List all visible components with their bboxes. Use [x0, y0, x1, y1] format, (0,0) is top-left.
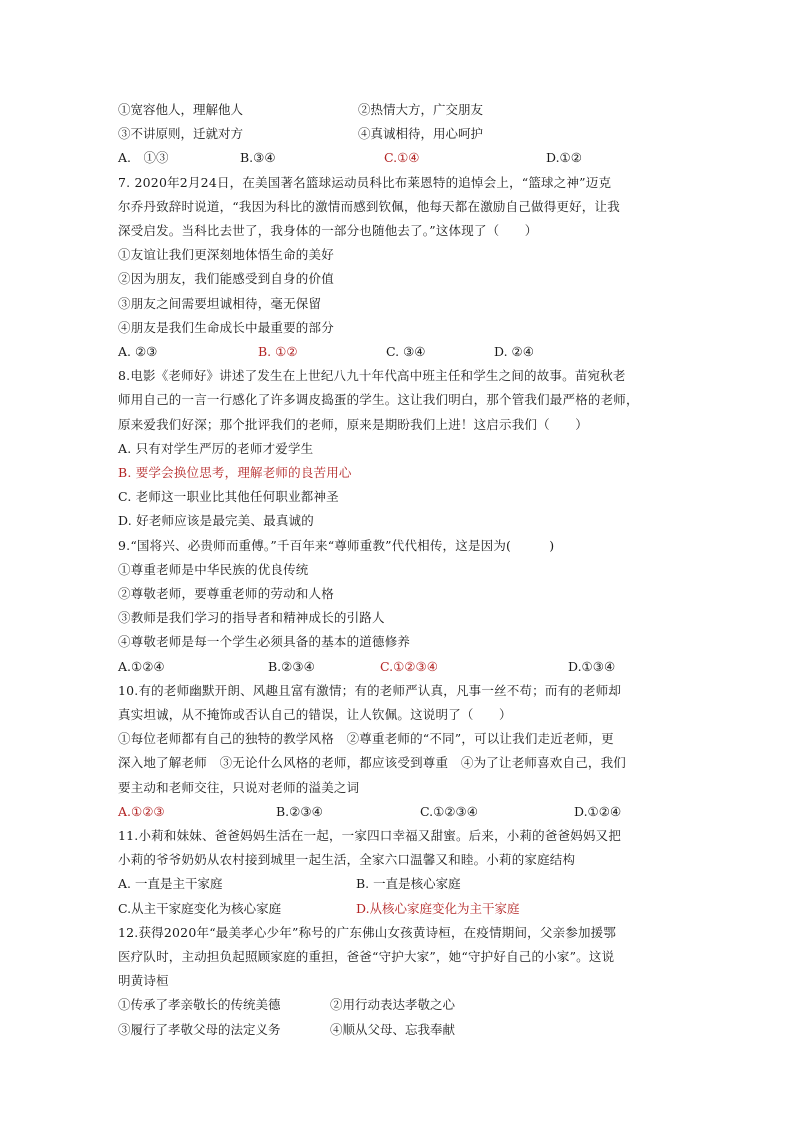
q11-option-d: D.从核心家庭变化为主干家庭: [356, 900, 520, 916]
q7-stem-line-1: 7. 2020年2月24日，在美国著名篮球运动员科比布莱恩特的追悼会上，“篮球之神”迈克: [118, 174, 612, 190]
q6-item-1: ①宽容他人，理解他人: [118, 102, 244, 117]
q11-option-c: C.从主干家庭变化为核心家庭: [118, 900, 282, 916]
q7-option-a: A. ②③: [118, 343, 158, 359]
q9-stem: 9.“国将兴、必贵师而重傅。”千百年来“尊师重教”代代相传，这是因为( ): [118, 537, 555, 553]
q8-option-c: C. 老师这一职业比其他任何职业都神圣: [118, 489, 339, 505]
q10-option-b: B.②③④: [276, 803, 323, 819]
q9-item-3: ③教师是我们学习的指导者和精神成长的引路人: [118, 610, 385, 626]
q7-option-d: D. ②④: [494, 343, 534, 359]
q10-stem-line-2: 真实坦诚，从不掩饰或否认自己的错误，让人钦佩。这说明了（ ）: [118, 707, 512, 722]
q10-option-d: D.①②④: [574, 803, 622, 819]
q11-option-a: A. 一直是主干家庭: [118, 876, 223, 892]
q10-options: [118, 800, 688, 824]
q7-option-c: C. ③④: [386, 343, 426, 359]
q9-item-4: ④尊敬老师是每一个学生必须具备的基本的道德修养: [118, 634, 411, 650]
q7-item-3: ③朋友之间需要坦诚相待，毫无保留: [118, 295, 322, 311]
q6-options: [118, 146, 688, 170]
q7-item-2: ②因为朋友，我们能感受到自身的价值: [118, 271, 334, 287]
q8-option-d: D. 好老师应该是最完美、最真诚的: [118, 513, 314, 529]
q12-item-1: ①传承了孝亲敬长的传统美德: [118, 997, 281, 1013]
q8-stem-line-2: 师用自己的一言一行感化了许多调皮捣蛋的学生。这让我们明白，那个管我们最严格的老师，: [118, 392, 639, 408]
q7-option-b: B. ①②: [258, 343, 298, 359]
q10-option-a: A.①②③: [118, 803, 165, 819]
q10-stem-line-4: 深入地了解老师 ③无论什么风格的老师，都应该受到尊重 ④为了让老师喜欢自己，我们: [118, 755, 627, 771]
q10-option-c: C.①②③④: [420, 803, 478, 819]
q12-stem-line-2: 医疗队时，主动担负起照顾家庭的重担，爸爸“守护大家”，她“守护好自己的小家”。这说: [118, 948, 615, 964]
q12-items-row-2: [118, 1018, 688, 1042]
q8-option-a: A. 只有对学生严厉的老师才爱学生: [118, 440, 314, 456]
q11-options-row-1: [118, 872, 688, 896]
q9-options: [118, 655, 688, 679]
q11-stem-line-1: 11.小莉和妹妹、爸爸妈妈生活在一起，一家四口幸福又甜蜜。后来，小莉的爸爸妈妈又把: [118, 828, 622, 843]
q7-stem-line-3: 深受启发。当科比去世了，我身体的一部分也随他去了。”这体现了（ ）: [118, 222, 538, 238]
q12-item-4: ④顺从父母、忘我奉献: [330, 1021, 456, 1037]
q8-stem-line-1: 8.电影《老师好》讲述了发生在上世纪八九十年代高中班主任和学生之间的故事。苗宛秋老: [118, 368, 626, 384]
q8-option-b: B. 要学会换位思考，理解老师的良苦用心: [118, 464, 352, 480]
q6-option-a: A. ①③: [118, 150, 169, 166]
q9-option-a: A.①②④: [118, 658, 165, 674]
exam-page: [118, 98, 688, 1042]
q8-stem-line-3: 原来爱我们好深；那个批评我们的老师，原来是期盼我们上进！这启示我们（ ）: [118, 416, 588, 432]
q6-item-4: ④真诚相待，用心呵护: [358, 126, 484, 142]
q7-item-1: ①友谊让我们更深刻地体悟生命的美好: [118, 247, 334, 263]
q6-item-3: ③不讲原则，迁就对方: [118, 126, 244, 142]
q6-item-2: ②热情大方，广交朋友: [358, 102, 484, 117]
q6-items-row-1: [118, 98, 688, 122]
q10-stem-line-3: ①每位老师都有自己的独特的教学风格 ②尊重老师的“不同”，可以让我们走近老师，更: [118, 731, 614, 747]
q6-option-d: D.①②: [546, 150, 582, 166]
q6-items-row-2: [118, 122, 688, 146]
q11-stem-line-2: 小莉的爷爷奶奶从农村接到城里一起生活，全家六口温馨又和睦。小莉的家庭结构: [118, 852, 576, 868]
q7-item-4: ④朋友是我们生命成长中最重要的部分: [118, 319, 334, 335]
q9-option-d: D.①③④: [568, 658, 616, 674]
q7-options: [118, 340, 688, 364]
q6-option-c: C.①④: [384, 150, 420, 166]
q10-stem-line-5: 要主动和老师交往，只说对老师的溢美之词: [118, 779, 360, 795]
q9-option-c: C.①②③④: [380, 658, 438, 674]
q10-stem-line-1: 10.有的老师幽默开朗、风趣且富有激情；有的老师严认真，凡事一丝不苟；而有的老师却: [118, 682, 622, 698]
q6-option-b: B.③④: [240, 150, 276, 166]
q12-stem-line-3: 明黄诗桓: [118, 973, 169, 989]
q12-item-3: ③履行了孝敬父母的法定义务: [118, 1021, 281, 1037]
q11-options-row-2: [118, 897, 688, 921]
q12-item-2: ②用行动表达孝敬之心: [330, 997, 456, 1013]
q7-stem-line-2: 尔乔丹致辞时说道，“我因为科比的激情而感到钦佩，他每天都在激励自己做得更好，让我: [118, 198, 620, 214]
q9-item-1: ①尊重老师是中华民族的优良传统: [118, 561, 309, 577]
q9-option-b: B.②③④: [268, 658, 315, 674]
q11-option-b: B. 一直是核心家庭: [356, 876, 461, 892]
q12-stem-line-1: 12.获得2020年“最美孝心少年”称号的广东佛山女孩黄诗桓，在疫情期间，父亲参加援鄂: [118, 924, 617, 940]
q9-item-2: ②尊敬老师，要尊重老师的劳动和人格: [118, 586, 334, 601]
q12-items-row-1: [118, 993, 688, 1017]
